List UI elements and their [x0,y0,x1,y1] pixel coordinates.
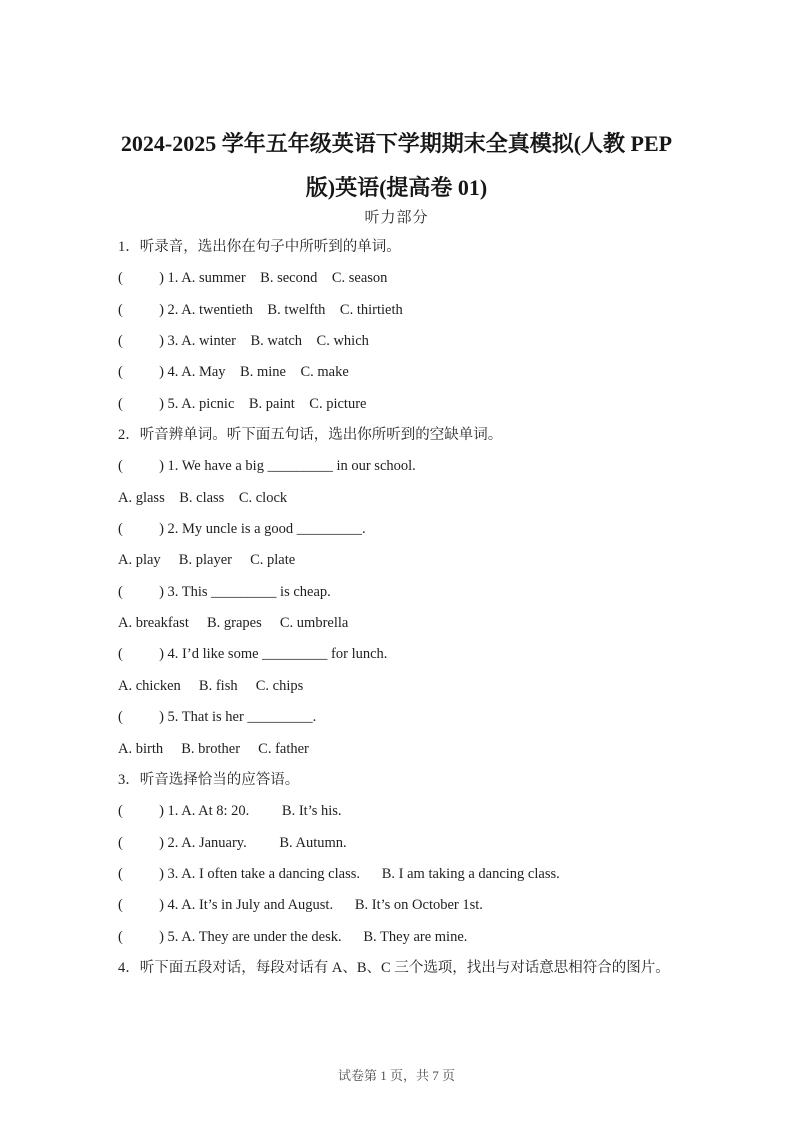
question-line: A. play B. player C. plate [118,552,296,569]
question-line: ( ) 5. A. They are under the desk. B. They are mine. [118,928,468,945]
question-line: ( ) 2. A. January. B. Autumn. [118,834,347,851]
section-instruction: 3．听音选择恰当的应答语。 [118,771,300,788]
page-number-text: 试卷第 1 页，共 7 页 [337,1068,455,1083]
page-title-line-1: 2024-2025 学年五年级英语下学期期末全真模拟(人教 PEP [120,131,673,156]
question-line: ( ) 3. A. I often take a dancing class. B. I am taking a dancing class. [118,865,560,882]
question-line: ( ) 5. A. picnic B. paint C. picture [118,395,367,412]
question-line: A. breakfast B. grapes C. umbrella [118,615,349,632]
question-line: ( ) 1. A. summer B. second C. season [118,270,388,287]
question-line: ( ) 2. My uncle is a good _________. [118,521,366,538]
question-line: ( ) 2. A. twentieth B. twelfth C. thirtieth [118,301,403,318]
question-line: ( ) 3. A. winter B. watch C. which [118,333,369,350]
page-footer [0,1066,793,1086]
question-line: ( ) 4. I’d like some _________ for lunch. [118,646,388,663]
section-instruction: 1．听录音，选出你在句子中所听到的单词。 [118,239,401,255]
question-line: ( ) 3. This _________ is cheap. [118,583,331,600]
question-line: ( ) 1. A. At 8: 20. B. It’s his. [118,803,342,820]
question-line: ( ) 5. That is her _________. [118,709,317,726]
question-line: ( ) 4. A. May B. mine C. make [118,364,349,381]
question-line: ( ) 4. A. It’s in July and August. B. It’s on October 1st. [118,897,483,914]
question-line: A. glass B. class C. clock [118,489,288,506]
section-instruction: 2．听音辨单词。听下面五句话，选出你所听到的空缺单词。 [118,427,503,444]
section-instruction: 4．听下面五段对话，每段对话有 A、B、C 三个选项，找出与对话意思相符合的图片。 [118,959,670,976]
question-line: A. chicken B. fish C. chips [118,677,304,694]
question-area [118,232,703,984]
part-heading: 听力部分 [364,210,429,226]
page-title [0,122,793,210]
page-title-line-2: 版)英语(提高卷 01) [305,175,488,200]
question-line: A. birth B. brother C. father [118,740,309,757]
question-line: ( ) 1. We have a big _________ in our school. [118,458,416,475]
